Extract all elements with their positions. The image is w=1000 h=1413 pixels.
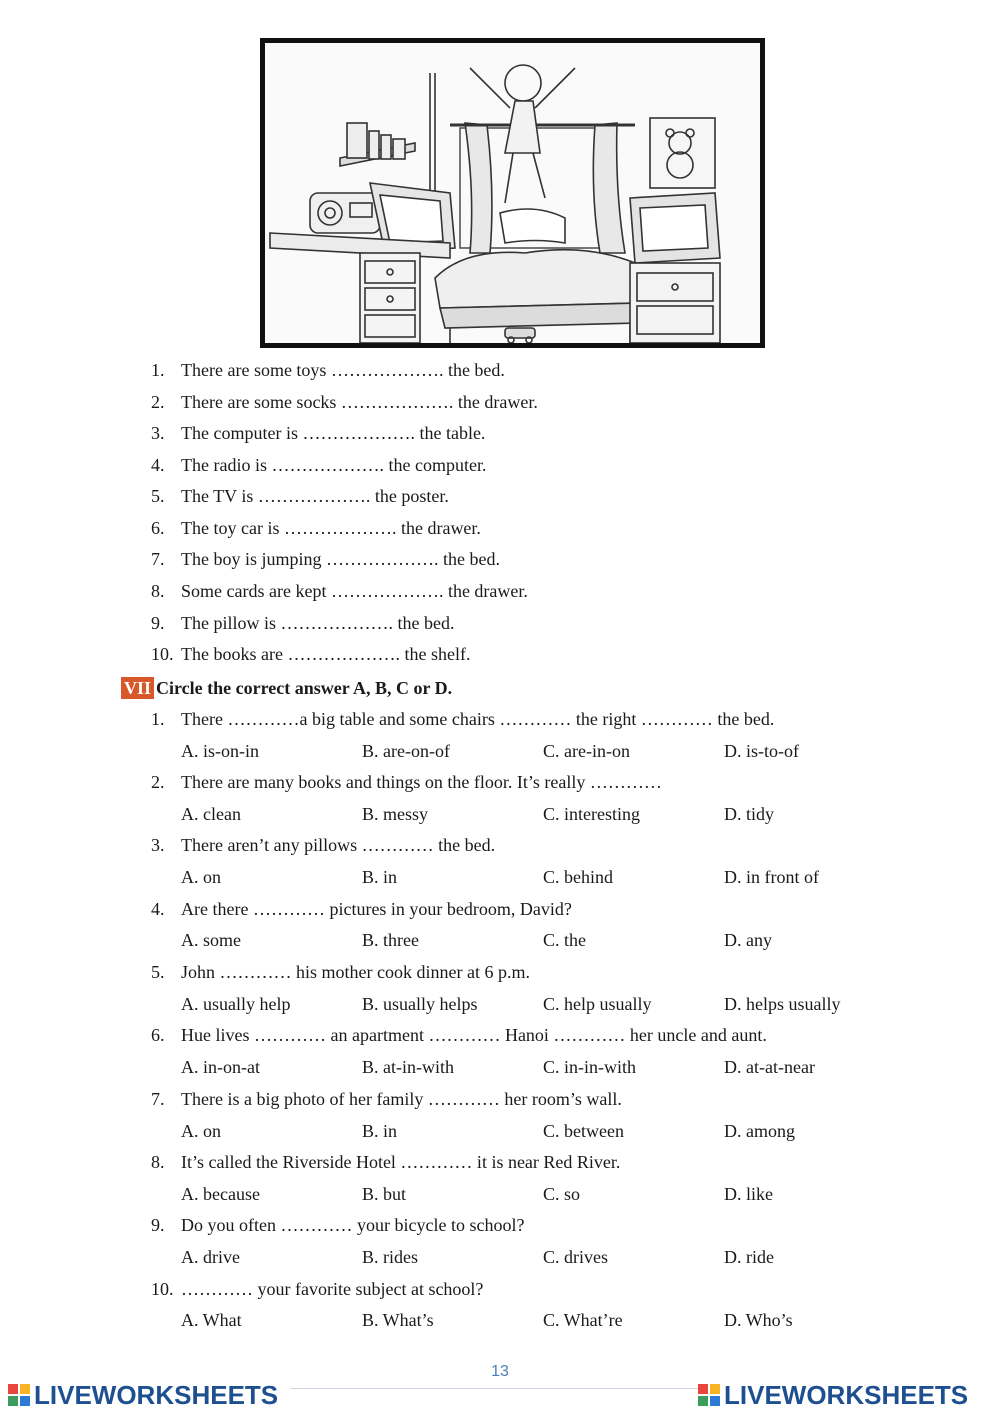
answer-option-c[interactable]: C. so	[543, 1184, 581, 1204]
answer-option-a[interactable]: A. is-on-in	[181, 741, 259, 761]
question-item: 3. The computer is ………………. the table.	[151, 423, 486, 443]
answer-option-c[interactable]: C. the	[543, 930, 586, 950]
answer-option-c[interactable]: C. in-in-with	[543, 1057, 636, 1077]
question-item: 2. There are many books and things on the floor. It’s really …………	[151, 772, 662, 792]
answer-option-b[interactable]: B. but	[362, 1184, 407, 1204]
answer-option-a[interactable]: A. drive	[181, 1247, 240, 1267]
answer-option-c[interactable]: C. What’re	[543, 1310, 623, 1330]
answer-option-a[interactable]: A. on	[181, 867, 221, 887]
answer-option-d[interactable]: D. helps usually	[724, 994, 841, 1014]
liveworksheets-logo-icon	[698, 1384, 720, 1406]
question-item: 4. The radio is ………………. the computer.	[151, 455, 487, 475]
bedroom-illustration	[260, 38, 765, 348]
liveworksheets-logo-icon	[8, 1384, 30, 1406]
answer-option-b[interactable]: B. at-in-with	[362, 1057, 454, 1077]
answer-option-a[interactable]: A. What	[181, 1310, 242, 1330]
question-item: 9. The pillow is ………………. the bed.	[151, 613, 455, 633]
section-title: Circle the correct answer A, B, C or D.	[156, 678, 453, 698]
answer-option-d[interactable]: D. at-at-near	[724, 1057, 815, 1077]
answer-option-d[interactable]: D. in front of	[724, 867, 819, 887]
answer-option-c[interactable]: C. behind	[543, 867, 613, 887]
answer-option-a[interactable]: A. usually help	[181, 994, 291, 1014]
answer-option-b[interactable]: B. three	[362, 930, 419, 950]
answer-option-a[interactable]: A. some	[181, 930, 241, 950]
question-item: 10. The books are ………………. the shelf.	[151, 644, 471, 664]
question-item: 10. ………… your favorite subject at school?	[151, 1279, 484, 1299]
question-item: 8. It’s called the Riverside Hotel ………… it is near Red River.	[151, 1152, 621, 1172]
answer-option-d[interactable]: D. any	[724, 930, 772, 950]
question-item: 2. There are some socks ………………. the drawer.	[151, 392, 538, 412]
answer-option-b[interactable]: B. are-on-of	[362, 741, 450, 761]
question-item: 6. The toy car is ………………. the drawer.	[151, 518, 481, 538]
section-heading	[121, 677, 452, 699]
answer-option-a[interactable]: A. because	[181, 1184, 260, 1204]
answer-option-a[interactable]: A. clean	[181, 804, 241, 824]
answer-option-a[interactable]: A. on	[181, 1121, 221, 1141]
question-item: 5. John ………… his mother cook dinner at 6 p.m.	[151, 962, 530, 982]
answer-option-b[interactable]: B. in	[362, 1121, 398, 1141]
answer-option-b[interactable]: B. What’s	[362, 1310, 434, 1330]
question-item: 8. Some cards are kept ………………. the drawer.	[151, 581, 528, 601]
answer-option-c[interactable]: C. between	[543, 1121, 624, 1141]
answer-option-b[interactable]: B. in	[362, 867, 398, 887]
answer-option-d[interactable]: D. tidy	[724, 804, 775, 824]
question-item: 9. Do you often ………… your bicycle to school?	[151, 1215, 525, 1235]
answer-option-c[interactable]: C. interesting	[543, 804, 640, 824]
answer-option-c[interactable]: C. help usually	[543, 994, 652, 1014]
answer-option-c[interactable]: C. are-in-on	[543, 741, 630, 761]
question-item: 6. Hue lives ………… an apartment ………… Hanoi ………… her uncle and aunt.	[151, 1025, 767, 1045]
answer-option-c[interactable]: C. drives	[543, 1247, 608, 1267]
answer-option-b[interactable]: B. rides	[362, 1247, 418, 1267]
question-item: 7. The boy is jumping ………………. the bed.	[151, 549, 500, 569]
answer-option-d[interactable]: D. like	[724, 1184, 773, 1204]
question-item: 3. There aren’t any pillows ………… the bed.	[151, 835, 496, 855]
answer-option-b[interactable]: B. usually helps	[362, 994, 478, 1014]
question-item: 7. There is a big photo of her family ………… her room’s wall.	[151, 1089, 622, 1109]
answer-option-b[interactable]: B. messy	[362, 804, 429, 824]
question-item: 1. There are some toys ………………. the bed.	[151, 360, 505, 380]
question-item: 4. Are there ………… pictures in your bedroom, David?	[151, 899, 572, 919]
question-item: 5. The TV is ………………. the poster.	[151, 486, 449, 506]
answer-option-d[interactable]: D. Who’s	[724, 1310, 793, 1330]
page-number: 13	[491, 1363, 509, 1380]
footer-divider	[290, 1388, 700, 1389]
question-item: 1. There …………a big table and some chairs ………… the right ………… the bed.	[151, 709, 775, 729]
answer-option-d[interactable]: D. among	[724, 1121, 795, 1141]
section-number-badge: VII	[121, 677, 154, 699]
liveworksheets-logo-left[interactable]: LIVEWORKSHEETS	[8, 1380, 278, 1410]
liveworksheets-logo-right[interactable]: LIVEWORKSHEETS	[698, 1380, 968, 1410]
answer-option-a[interactable]: A. in-on-at	[181, 1057, 260, 1077]
answer-option-d[interactable]: D. is-to-of	[724, 741, 799, 761]
answer-option-d[interactable]: D. ride	[724, 1247, 774, 1267]
